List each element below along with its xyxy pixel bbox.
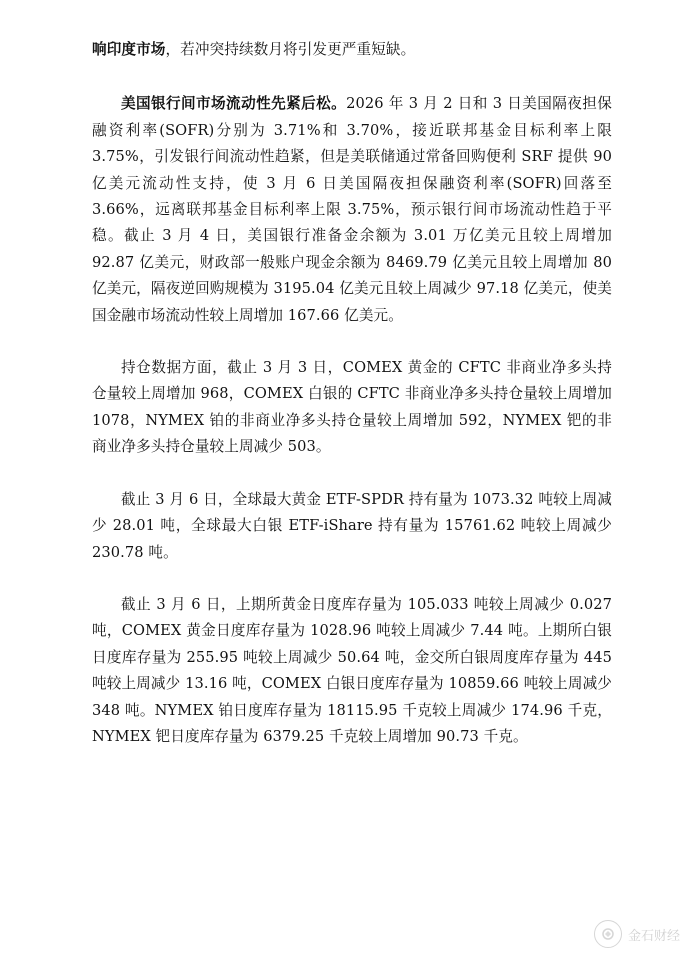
paragraph-2-heading: 美国银行间市场流动性先紧后松。 xyxy=(121,95,347,113)
paragraph-3: 持仓数据方面，截止 3 月 3 日，COMEX 黄金的 CFTC 非商业净多头持仓量较上周增加 968，COMEX 白银的 CFTC 非商业净多头持仓量较上周增加 1078，NYMEX 铂的非商业净多头持仓量较上周增加 592，NYMEX 钯的非商业净多头持仓量较上周减少 503。 xyxy=(92,359,612,456)
paragraph-4: 截止 3 月 6 日，全球最大黄金 ETF-SPDR 持有量为 1073.32 吨较上周减少 28.01 吨，全球最大白银 ETF-iShare 持有量为 15761.62 吨较上周减少 230.78 吨。 xyxy=(92,490,612,561)
paragraph-1 xyxy=(92,37,612,63)
paragraph-5: 截止 3 月 6 日，上期所黄金日度库存量为 105.033 吨较上周减少 0.027 吨，COMEX 黄金日度库存量为 1028.96 吨较上周减少 7.44 吨。上期所白银日度库存量为 255.95 吨较上周减少 50.64 吨，金交所白银周度库存量为 445 吨较上周减少 13.16 吨，COMEX 白银日度库存量为 10859.66 吨较上周减少 348 吨。NYMEX 铂日度库存量为 18115.95 千克较上周减少 174.96 千克，NYMEX 钯日度库存量为 6379.25 千克较上周增加 90.73 千克。 xyxy=(92,595,612,745)
watermark-text: 金石财经 xyxy=(627,928,680,944)
document-body xyxy=(92,37,612,776)
watermark xyxy=(594,920,680,948)
paragraph-2 xyxy=(92,91,612,329)
paragraph-1-bold: 响印度市场 xyxy=(92,41,166,58)
paragraph-1-text: ，若冲突持续数月将引发更严重短缺。 xyxy=(165,41,416,58)
paragraph-2-text: 2026 年 3 月 2 日和 3 日美国隔夜担保融资利率(SOFR)分别为 3.71%和 3.70%，接近联邦基金目标利率上限 3.75%，引发银行间流动性趋紧，但是美联储通过常备回购便利 SRF 提供 90 亿美元流动性支持，使 3 月 6 日美国隔夜担保融资利率(SOFR)回落至 3.66%，远离联邦基金目标利率上限 3.75%，预示银行间市场流动性趋于平稳。截止 3 月 4 日，美国银行准备金余额为 3.01 万亿美元且较上周增加 92.87 亿美元，财政部一般账户现金余额为 8469.79 亿美元且较上周增加 80 亿美元，隔夜逆回购规模为 3195.04 亿美元且较上周减少 97.18 亿美元，使美国金融市场流动性较上周增加 167.66 亿美元。 xyxy=(92,95,612,324)
logo-icon xyxy=(594,920,622,948)
